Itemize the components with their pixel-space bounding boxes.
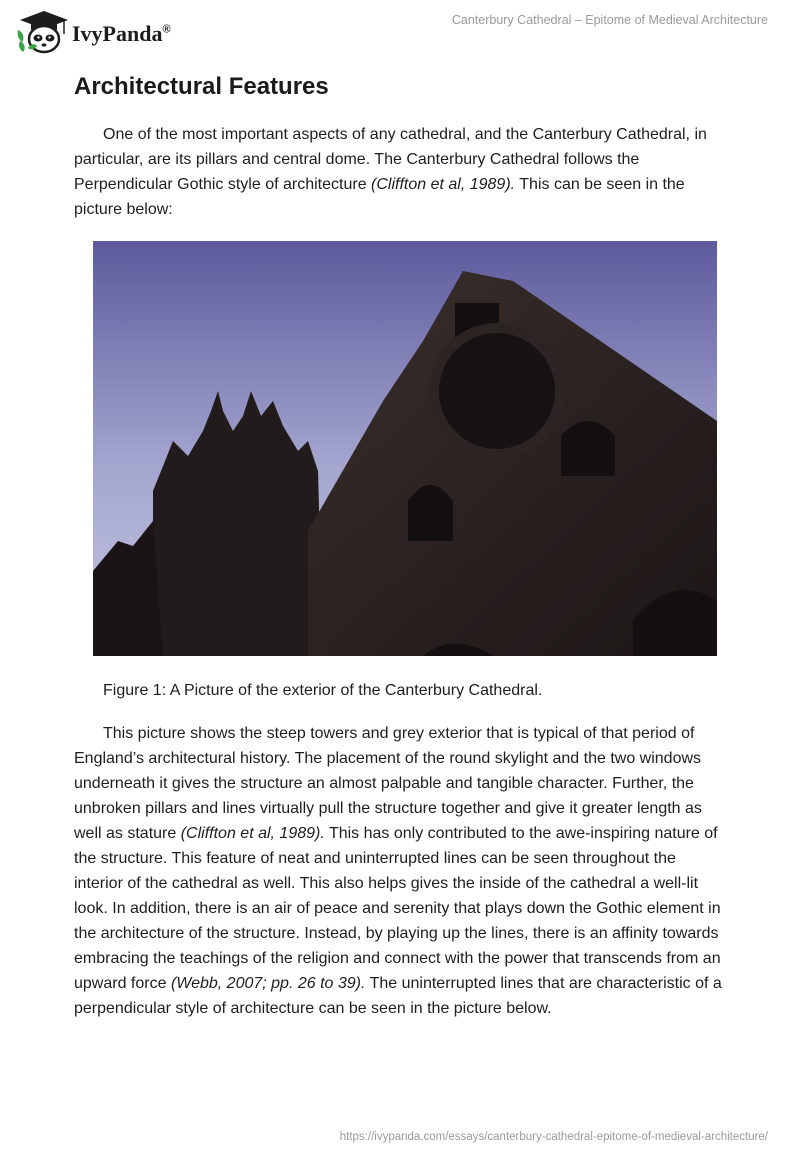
paragraph-2-text-c: The uninterrupted lines that are characteristic of a perpendicular style of architecture can be seen in the picture below. bbox=[74, 975, 722, 1017]
citation-cliffton: (Cliffton et al, 1989). bbox=[371, 176, 516, 193]
paragraph-2-text-b: This has only contributed to the awe-inspiring nature of the structure. This feature of neat and uninterrupted lines can be seen throughout the interior of the cathedral as well. This also helps gives the inside of the cathedral a well-lit look. In addition, there is an air of peace and serenity that plays down the Gothic element in the architecture of the structure. Instead, by playing up the lines, there is an affinity towards embracing the teachings of the religion and connect with the power that transcends from an upward force bbox=[74, 825, 721, 992]
section-heading: Architectural Features bbox=[74, 73, 329, 100]
paragraph-2 bbox=[74, 721, 726, 1021]
running-title: Canterbury Cathedral – Epitome of Medieval Architecture bbox=[451, 13, 768, 27]
figure-caption: Figure 1: A Picture of the exterior of the Canterbury Cathedral. bbox=[103, 682, 543, 699]
paragraph-1-text-a: One of the most important aspects of any cathedral, and the Canterbury Cathedral, in particular, are its pillars and central dome. The Canterbury Cathedral follows the Perpendicular Gothic style of architecture bbox=[74, 126, 707, 193]
paragraph-2-text-a: This picture shows the steep towers and grey exterior that is typical of that period of England’s architectural history. The placement of the round skylight and the two windows underneath it gives the structure an almost palpable and tangible character. Further, the unbroken pillars and lines virtually pull the structure together and give it greater length as well as stature bbox=[74, 725, 702, 842]
panda-graduate-icon bbox=[14, 8, 70, 56]
paragraph-1-text-b: This can be seen in the picture below: bbox=[74, 176, 685, 218]
registered-mark: ® bbox=[162, 23, 171, 36]
ivypanda-logo[interactable] bbox=[14, 8, 171, 56]
brand-name: IvyPanda® bbox=[72, 21, 171, 46]
paragraph-1 bbox=[74, 122, 726, 222]
citation-webb: (Webb, 2007; pp. 26 to 39). bbox=[170, 975, 366, 992]
cathedral-exterior-photo bbox=[93, 241, 717, 656]
source-url-link[interactable]: https://ivypanda.com/essays/canterbury-cathedral-epitome-of-medieval-architecture/ bbox=[339, 1131, 768, 1143]
citation-cliffton: (Cliffton et al, 1989). bbox=[180, 825, 325, 842]
page-header bbox=[0, 0, 800, 60]
